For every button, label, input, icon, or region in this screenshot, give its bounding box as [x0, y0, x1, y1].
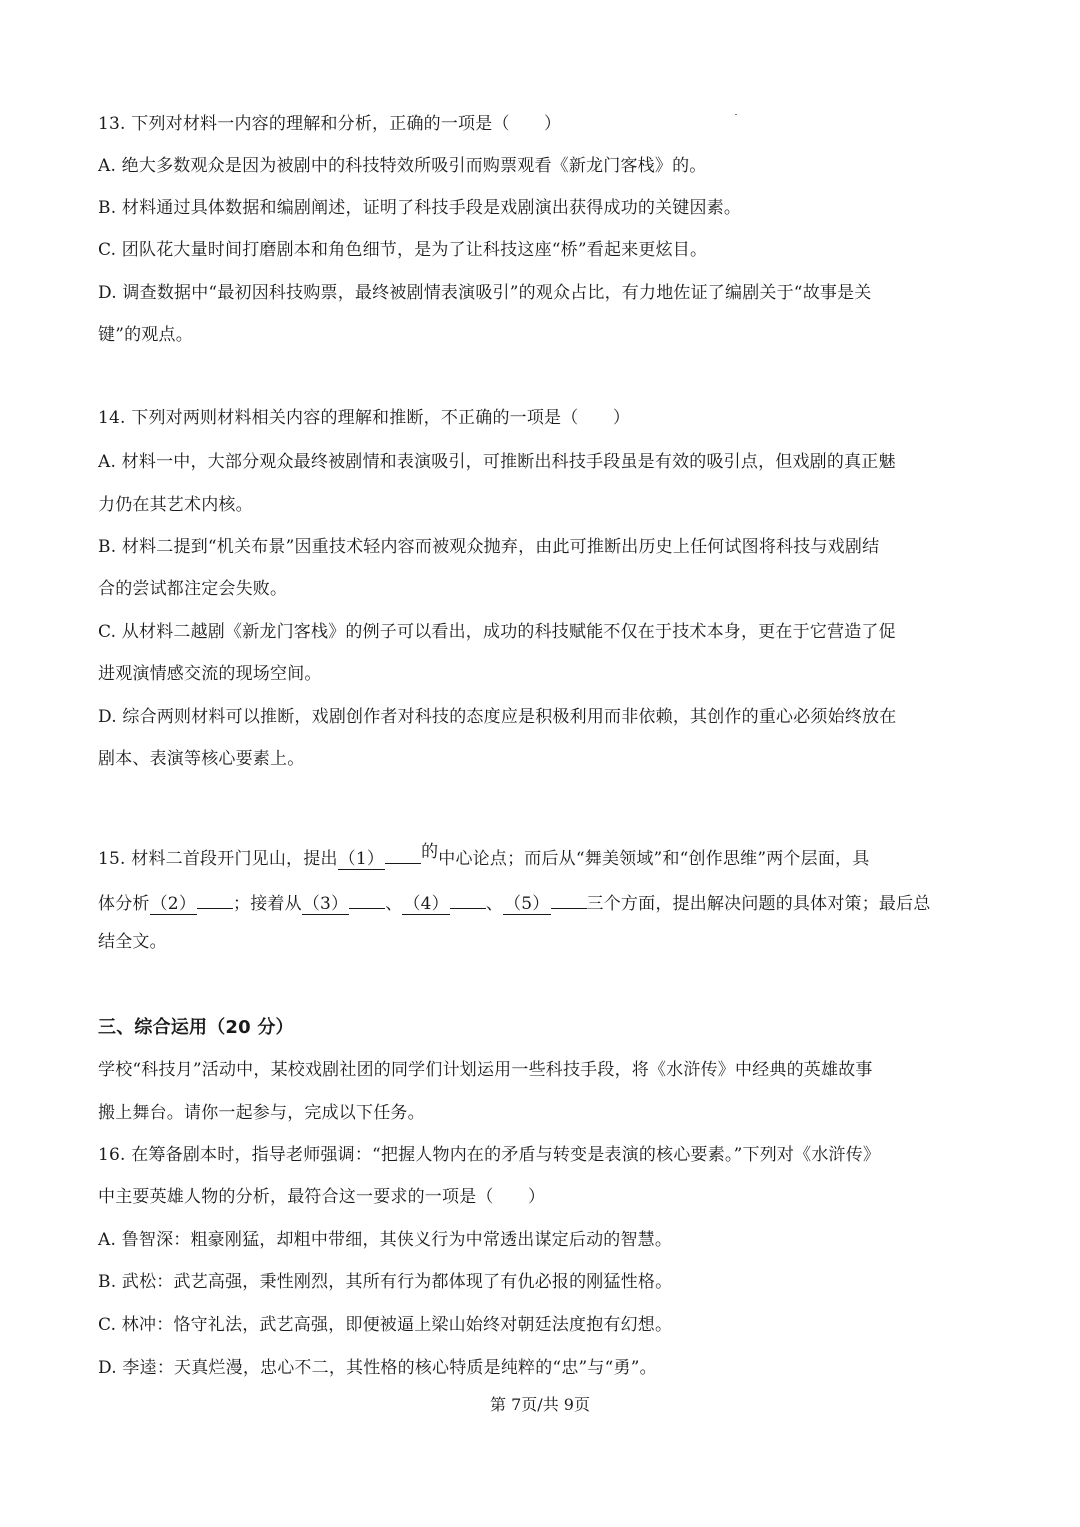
q14-option-b-line2: 合的尝试都注定会失败。: [98, 579, 288, 599]
q15-mid: 中心论点；而后从“舞美领域”和“创作思维”两个层面，具: [438, 849, 870, 869]
q14-stem: 14. 下列对两则材料相关内容的理解和推断，不正确的一项是（ ）: [98, 408, 631, 428]
q13-option-d-line1: D. 调查数据中“最初因科技购票，最终被剧情表演吸引”的观众占比，有力地佐证了编剧关于“故事是关: [98, 283, 872, 303]
q15-line2-suffix: 三个方面，提出解决问题的具体对策；最后总: [586, 894, 931, 914]
q16-stem-line2: 中主要英雄人物的分析，最符合这一要求的一项是（ ）: [98, 1187, 546, 1207]
q15-blank-3: （3）: [302, 894, 349, 914]
q15-line2-mid: ；接着从: [233, 894, 302, 914]
q13-option-c: C. 团队花大量时间打磨剧本和角色细节，是为了让科技这座“桥”看起来更炫目。: [98, 240, 708, 260]
section-3-intro-line2: 搬上舞台。请你一起参与，完成以下任务。: [98, 1103, 425, 1123]
q16-option-c: C. 林冲：恪守礼法，武艺高强，即便被逼上梁山始终对朝廷法度抱有幻想。: [98, 1315, 673, 1335]
q13-option-d-line2: 键”的观点。: [98, 325, 193, 345]
q13-option-b: B. 材料通过具体数据和编剧阐述，证明了科技手段是戏剧演出获得成功的关键因素。: [98, 198, 742, 218]
q16-option-b: B. 武松：武艺高强，秉性刚烈，其所有行为都体现了有仇必报的刚猛性格。: [98, 1272, 673, 1292]
q15-blank-3-tail: [349, 888, 385, 909]
q15-blank-1: （1）: [338, 849, 385, 869]
q15-line2: [98, 888, 988, 916]
page-number: 第 7页/共 9页: [490, 1395, 590, 1414]
q15-blank-2: （2）: [150, 894, 197, 914]
q14-option-c-line1: C. 从材料二越剧《新龙门客栈》的例子可以看出，成功的科技赋能不仅在于技术本身，更在于它营造了促: [98, 622, 896, 642]
q13-option-a: A. 绝大多数观众是因为被剧中的科技特效所吸引而购票观看《新龙门客栈》的。: [98, 156, 707, 176]
q15-blank-1-tail: [385, 843, 421, 864]
q15-sep-1: 、: [385, 894, 403, 914]
q15-sep-2: 、: [485, 894, 504, 914]
q15-de: 的: [421, 842, 439, 862]
q15-prefix: 15. 材料二首段开门见山，提出: [98, 849, 338, 869]
q15-line2-prefix: 体分析: [98, 894, 150, 914]
q14-option-a-line1: A. 材料一中，大部分观众最终被剧情和表演吸引，可推断出科技手段虽是有效的吸引点，但戏剧的真正魅: [98, 452, 896, 472]
section-3-intro-line1: 学校“科技月”活动中，某校戏剧社团的同学们计划运用一些科技手段，将《水浒传》中经典的英雄故事: [98, 1060, 873, 1080]
q14-option-a-line2: 力仍在其艺术内核。: [98, 495, 253, 515]
q13-stem: 13. 下列对材料一内容的理解和分析，正确的一项是（ ）: [98, 114, 562, 134]
q15-blank-4-tail: [450, 888, 486, 909]
q16-stem-line1: 16. 在筹备剧本时，指导老师强调：“把握人物内在的矛盾与转变是表演的核心要素。”下列对《水浒传》: [98, 1145, 881, 1165]
q15-blank-5: （5）: [504, 894, 550, 914]
q14-option-c-line2: 进观演情感交流的现场空间。: [98, 664, 322, 684]
q16-option-d: D. 李逵：天真烂漫，忠心不二，其性格的核心特质是纯粹的“忠”与“勇”。: [98, 1358, 657, 1378]
q16-option-a: A. 鲁智深：粗豪刚猛，却粗中带细，其侠义行为中常透出谋定后动的智慧。: [98, 1230, 673, 1250]
q15-blank-2-tail: [197, 888, 233, 909]
q15-blank-4: （4）: [403, 894, 449, 914]
q14-option-d-line1: D. 综合两则材料可以推断，戏剧创作者对科技的态度应是积极利用而非依赖，其创作的重心必须始终放在: [98, 707, 897, 727]
q14-option-d-line2: 剧本、表演等核心要素上。: [98, 749, 305, 769]
q14-option-b-line1: B. 材料二提到“机关布景”因重技术轻内容而被观众抛弃，由此可推断出历史上任何试图将科技与戏剧结: [98, 537, 880, 557]
q15-line3: 结全文。: [98, 932, 167, 952]
q15-line1: [98, 843, 988, 871]
section-3-title: 三、综合运用（20 分）: [98, 1017, 294, 1038]
q15-blank-5-tail: [551, 888, 587, 909]
